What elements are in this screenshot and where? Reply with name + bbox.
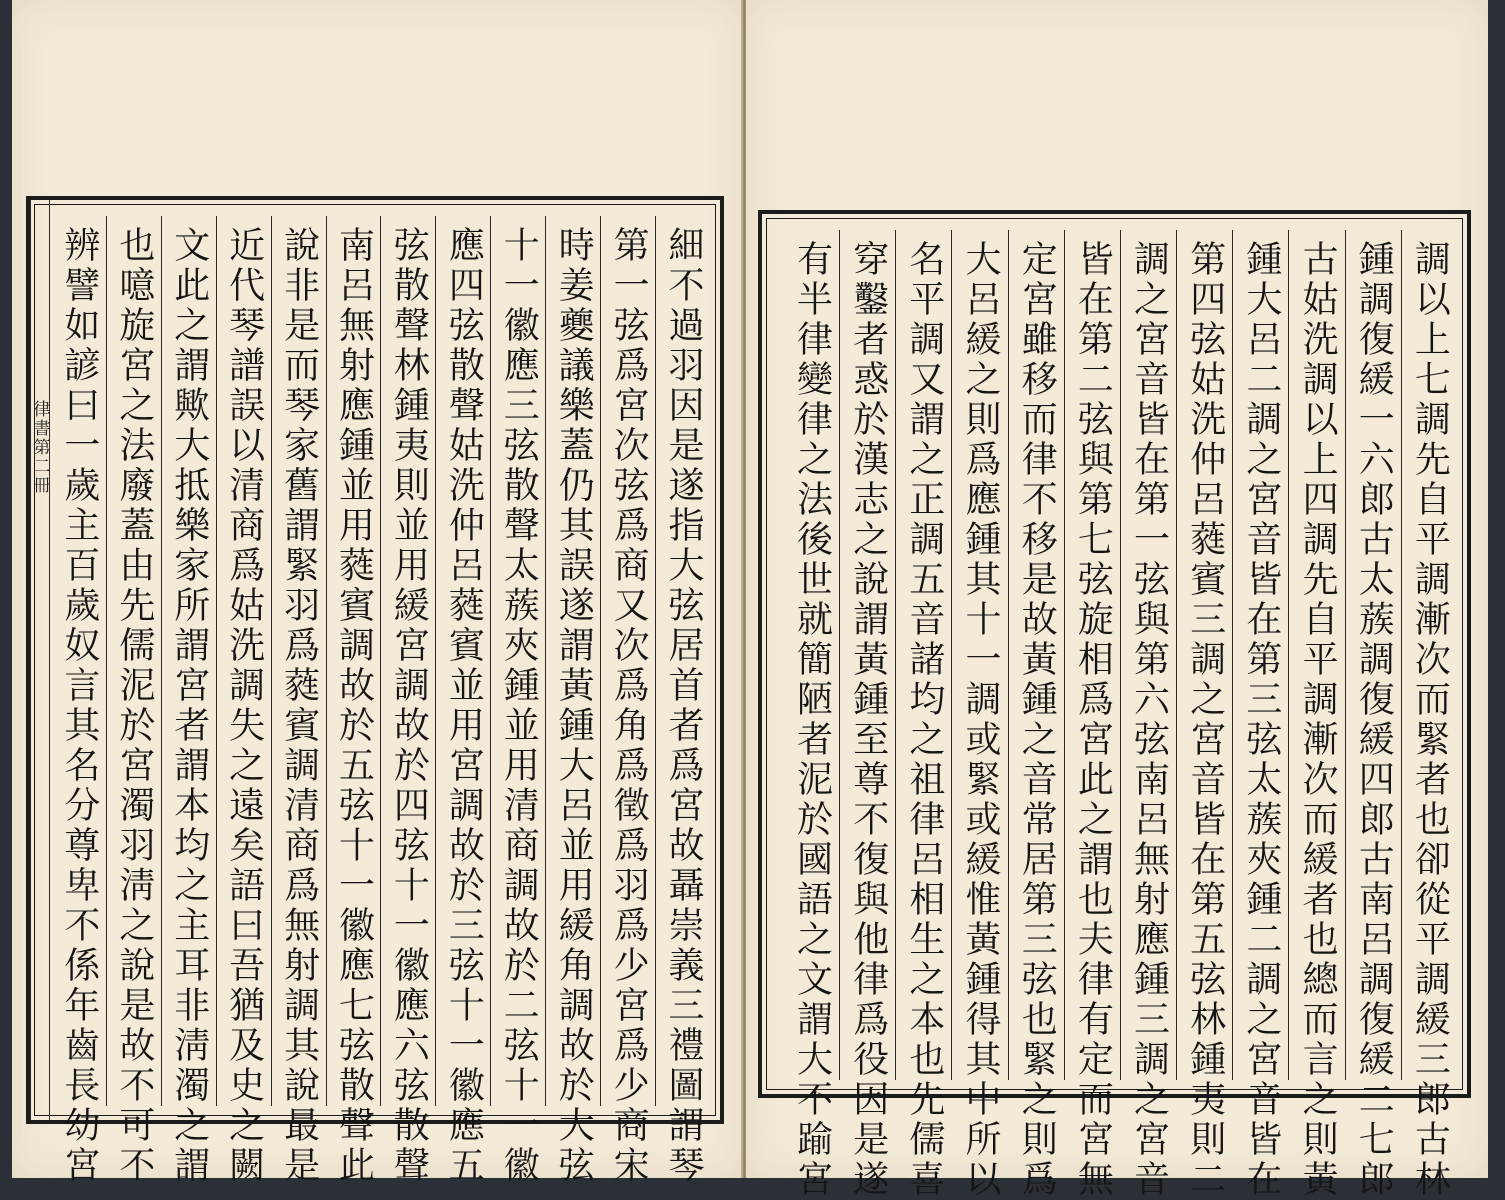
right-page-column bbox=[1064, 230, 1120, 1200]
left-page bbox=[12, 0, 743, 1186]
left-page-column bbox=[52, 216, 106, 1186]
column-text: 調之宮音皆在第一弦與第六弦南呂無射應鍾三調之宮音 bbox=[1128, 240, 1170, 1200]
column-text: 古姑洗調以上四調先自平調漸次而緩者也總而言之則黃 bbox=[1297, 240, 1339, 1200]
right-page-frame bbox=[758, 210, 1471, 1200]
column-text: 弦散聲林鍾夷則並用緩宮調故於四弦十一徽應六弦散聲 bbox=[388, 226, 430, 1186]
left-page-column bbox=[490, 216, 545, 1186]
column-text: 穿鑿者惑於漢志之說謂黃鍾至尊不復與他律爲役因是遂 bbox=[847, 240, 889, 1200]
column-text: 調以上七調先自平調漸次而緊者也卻從平調緩三郎古林 bbox=[1409, 240, 1451, 1200]
right-page-column bbox=[1176, 230, 1232, 1200]
column-text: 近代琴譜誤以清商爲姑洗調失之遠矣語曰吾猶及史之闕 bbox=[223, 226, 265, 1186]
left-page-fold-column bbox=[30, 200, 50, 1120]
left-fold-title: 律書第二冊 bbox=[29, 400, 50, 495]
column-text: 有半律變律之法後世就簡陋者泥於國語之文謂大不踰宮 bbox=[791, 240, 833, 1200]
right-page-column bbox=[1008, 230, 1064, 1200]
column-text: 大呂緩之則爲應鍾其十一調或緊或緩惟黃鍾得其中所以 bbox=[960, 240, 1002, 1200]
left-page-column bbox=[271, 216, 326, 1186]
right-page-column bbox=[1232, 230, 1288, 1200]
left-page-column bbox=[326, 216, 381, 1186]
left-page-frame bbox=[26, 196, 724, 1186]
column-text: 時姜夔議樂蓋仍其誤遂謂黃鍾大呂並用緩角調故於大弦 bbox=[553, 226, 595, 1186]
column-text: 文此之謂歟大抵樂家所謂宮者謂本均之主耳非淸濁之謂 bbox=[168, 226, 210, 1186]
column-text: 南呂無射應鍾並用蕤賓調故於五弦十一徽應七弦散聲此 bbox=[333, 226, 375, 1186]
right-page-column bbox=[1288, 230, 1344, 1200]
right-page-column bbox=[895, 230, 951, 1200]
right-page-column bbox=[1345, 230, 1401, 1200]
right-page-column bbox=[951, 230, 1007, 1200]
column-text: 名平調又謂之正調五音諸均之祖律呂相生之本也先儒喜 bbox=[903, 240, 945, 1200]
column-text: 細不過羽因是遂指大弦居首者爲宮故聶崇義三禮圖謂琴 bbox=[663, 226, 705, 1186]
column-text: 第一弦爲宮次弦爲商又次爲角爲徵爲羽爲少宮爲少商宋 bbox=[608, 226, 650, 1186]
right-page-column bbox=[839, 230, 895, 1200]
column-text: 應四弦散聲姑洗仲呂蕤賓並用宮調故於三弦十一徽應五 bbox=[443, 226, 485, 1186]
left-page-column bbox=[161, 216, 216, 1186]
left-page-column bbox=[380, 216, 435, 1186]
column-text: 鍾大呂二調之宮音皆在第三弦太蔟夾鍾二調之宮音皆在 bbox=[1240, 240, 1282, 1200]
left-page-column bbox=[216, 216, 271, 1186]
right-page-column bbox=[1120, 230, 1176, 1200]
left-page-text-columns bbox=[52, 216, 710, 1186]
left-page-column bbox=[600, 216, 655, 1186]
right-page-column bbox=[1401, 230, 1457, 1200]
column-text: 說非是而琴家舊謂緊羽爲蕤賓調清商爲無射調其說最是 bbox=[278, 226, 320, 1186]
left-page-column bbox=[106, 216, 161, 1186]
left-page-column bbox=[545, 216, 600, 1186]
column-text: 十一徽應三弦散聲太蔟夾鍾並用清商調故於二弦十一徽 bbox=[498, 226, 540, 1186]
right-page-column bbox=[784, 230, 839, 1200]
right-page bbox=[746, 0, 1488, 1200]
left-page-column bbox=[435, 216, 490, 1186]
column-text: 定宮雖移而律不移是故黃鍾之音常居第三弦也緊之則爲 bbox=[1016, 240, 1058, 1200]
right-page-text-columns bbox=[784, 230, 1457, 1200]
column-text: 第四弦姑洗仲呂蕤賓三調之宮音皆在第五弦林鍾夷則二 bbox=[1184, 240, 1226, 1200]
column-text: 鍾調復緩一六郎古太蔟調復緩四郎古南呂調復緩二七郎 bbox=[1353, 240, 1395, 1200]
column-text: 也噫旋宮之法廢蓋由先儒泥於宮濁羽淸之說是故不可不 bbox=[113, 226, 155, 1186]
column-text: 辨譬如諺曰一歲主百歲奴言其名分尊卑不係年齒長幼宮 bbox=[58, 226, 100, 1186]
column-text: 皆在第二弦與第七弦旋相爲宮此之謂也夫律有定而宮無 bbox=[1072, 240, 1114, 1200]
left-page-column bbox=[655, 216, 710, 1186]
